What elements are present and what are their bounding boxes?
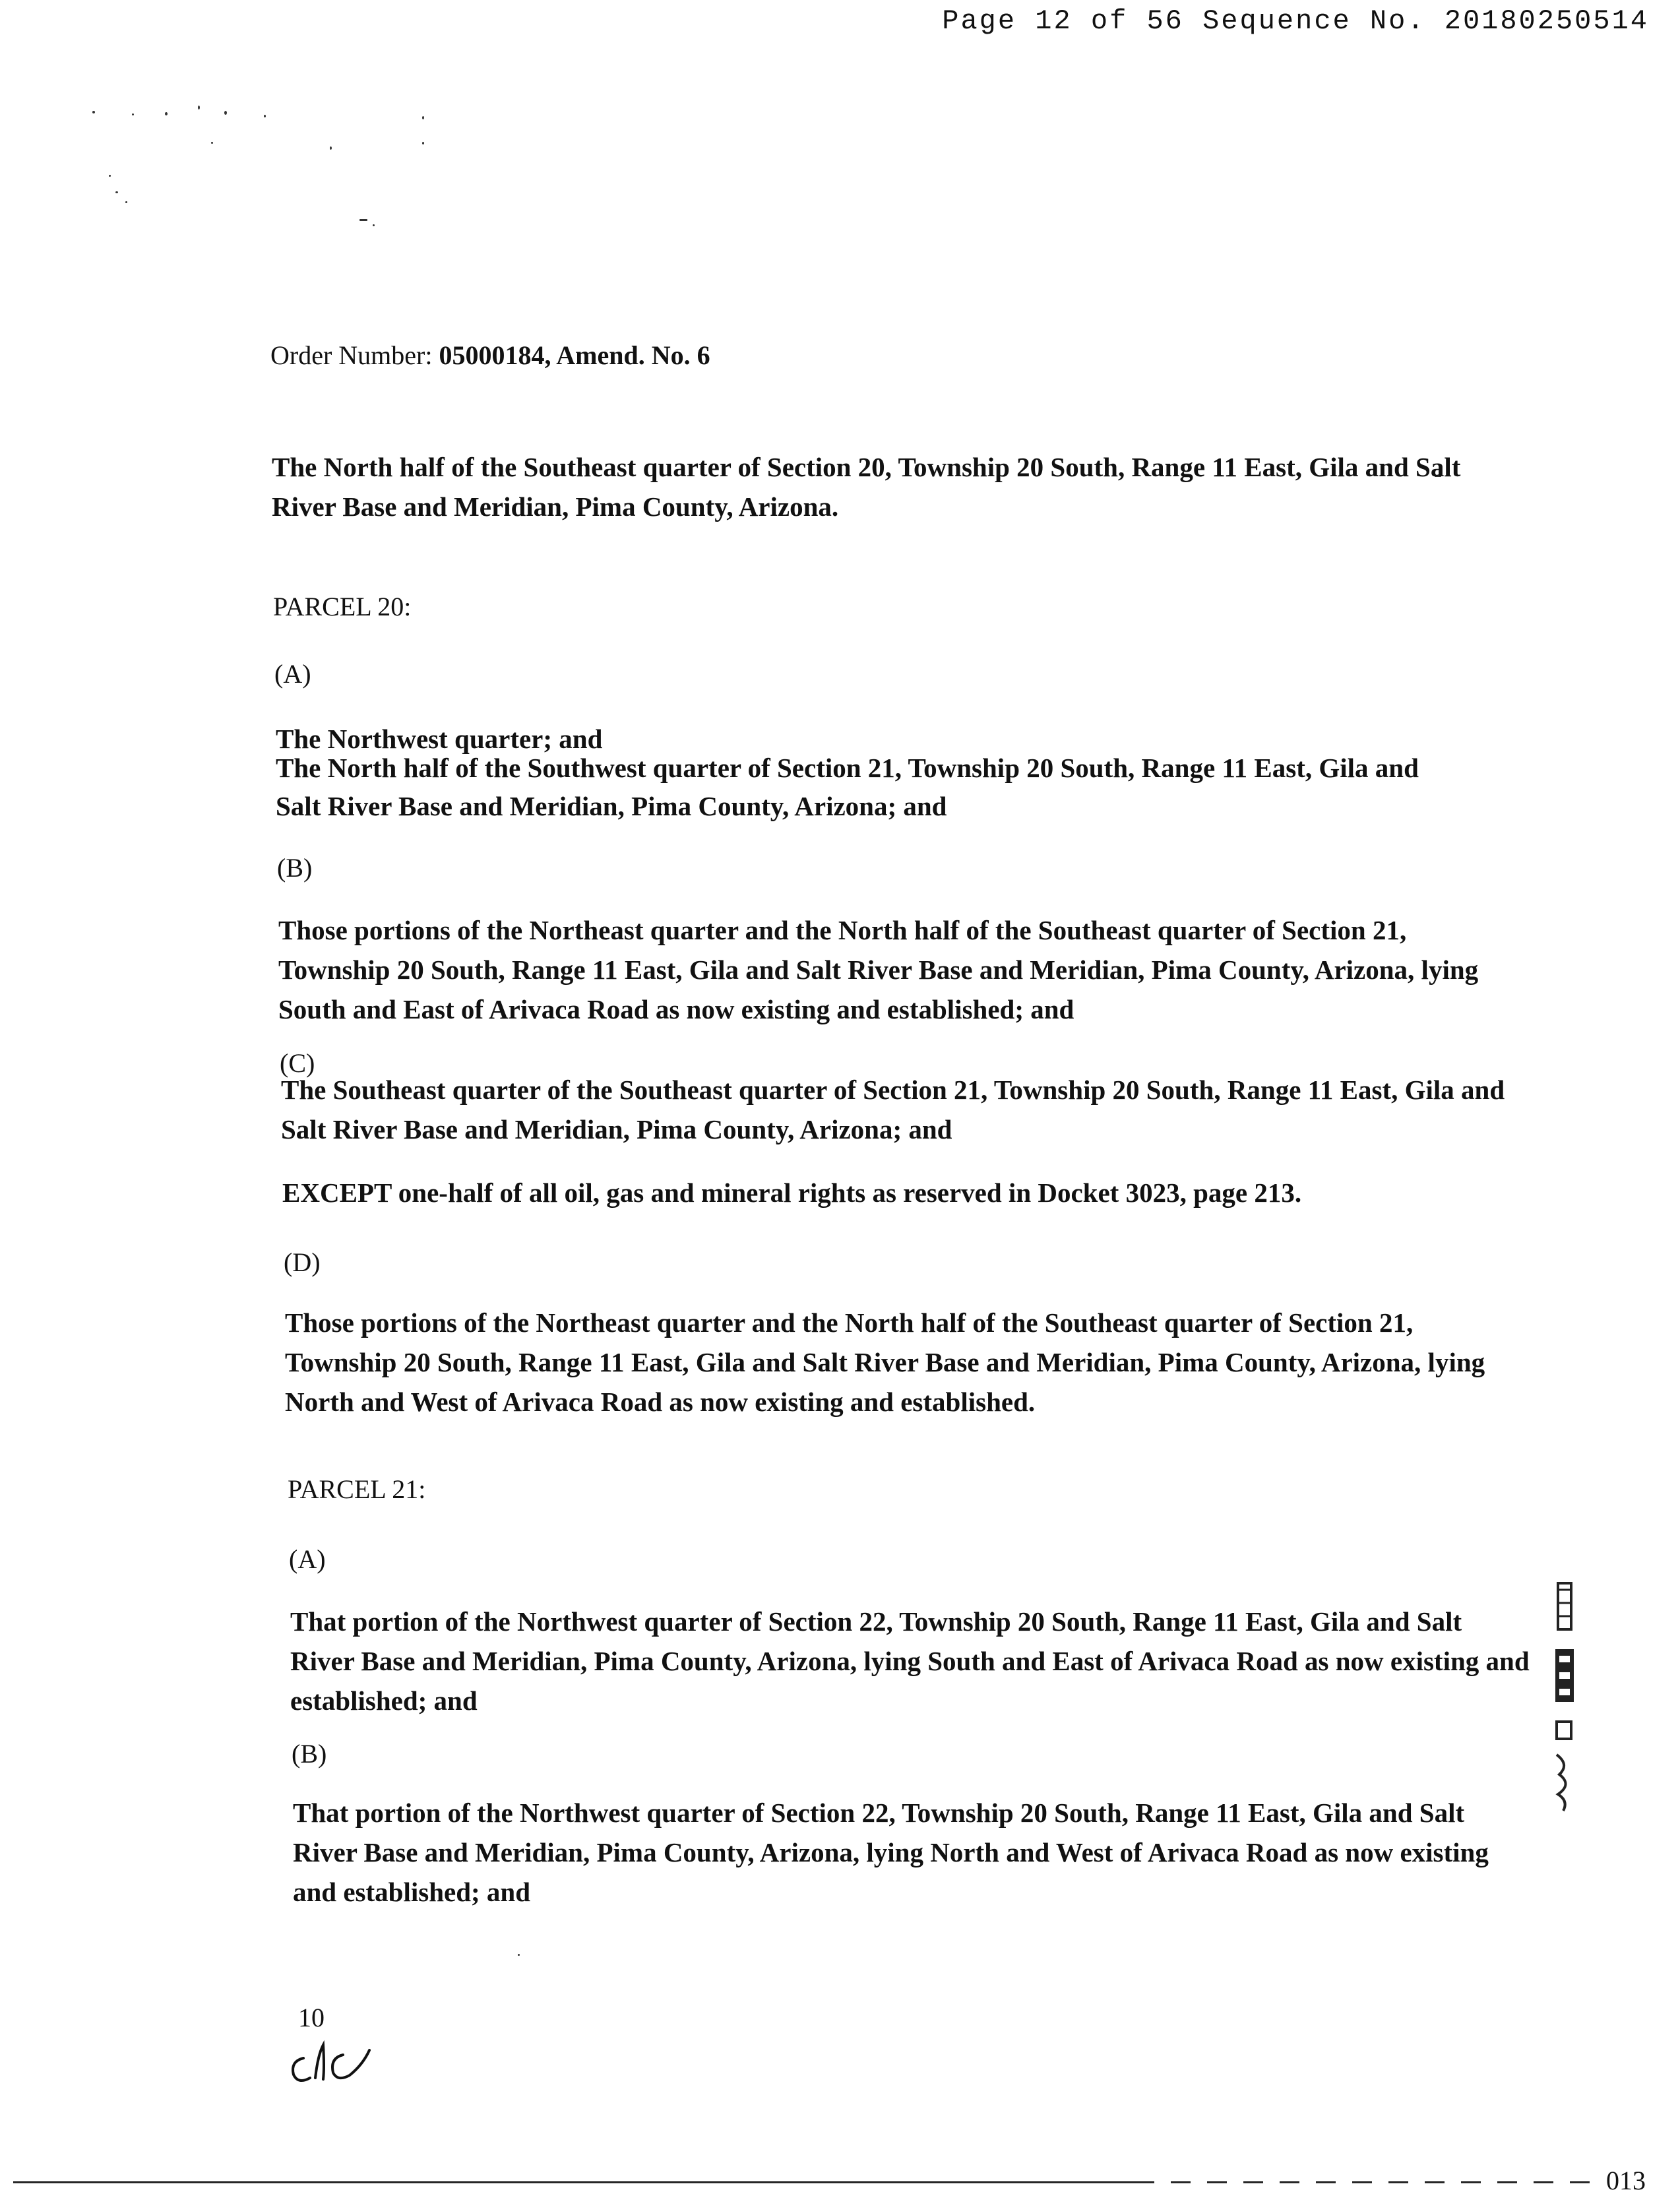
parcel-21-b-text: That portion of the Northwest quarter of Section 22, Township 20 South, Range 11 East, Gila and Salt River Base and Meridian, Pima County, Arizona, lying North and West of Arivaca Road as now existing and established; and xyxy=(293,1798,1489,1907)
parcel-21-a-text: That portion of the Northwest quarter of Section 22, Township 20 South, Range 11 East, Gila and Salt River Base and Meridian, Pima County, Arizona, lying South and East of Arivaca Road as now existing and established; and xyxy=(290,1606,1530,1716)
corner-stamp-number: 013 xyxy=(1606,2166,1646,2195)
parcel-20-b-label: (B) xyxy=(277,853,313,883)
order-number xyxy=(270,340,710,371)
parcel-20-c-text: The Southeast quarter of the Southeast quarter of Section 21, Township 20 South, Range 11 East, Gila and Salt River Base and Meridian, Pima County, Arizona; and xyxy=(281,1075,1505,1145)
parcel-21-a-label: (A) xyxy=(289,1544,326,1574)
parcel-20-c-label: (C) xyxy=(280,1048,315,1078)
bottom-scan-line xyxy=(13,2181,1596,2183)
parcel-20-a-label: (A) xyxy=(274,659,311,689)
parcel-20-d-label: (D) xyxy=(284,1247,321,1277)
page-number: 10 xyxy=(298,2003,325,2032)
parcel-20-a-line2: The North half of the Southwest quarter of Section 21, Township 20 South, Range 11 East, Gila and xyxy=(276,753,1419,783)
parcel-20-a-line1: The Northwest quarter; and xyxy=(276,724,603,754)
parcel-20-a-line3: Salt River Base and Meridian, Pima County, Arizona; and xyxy=(276,791,947,821)
parcel-21-b-label: (B) xyxy=(292,1739,327,1769)
parcel-21-title: PARCEL 21: xyxy=(288,1474,426,1504)
handwritten-initials xyxy=(284,2032,376,2091)
side-stamp-marks xyxy=(1543,1577,1590,1814)
parcel-20-except: EXCEPT one-half of all oil, gas and mineral rights as reserved in Docket 3023, page 213. xyxy=(282,1177,1302,1208)
page-sequence-header: Page 12 of 56 Sequence No. 20180250514 xyxy=(942,5,1649,37)
order-number-value: 05000184, Amend. No. 6 xyxy=(439,340,710,370)
parcel-20-d-text: Those portions of the Northeast quarter and the North half of the Southeast quarter of Section 21, Township 20 South, Range 11 East, Gila and Salt River Base and Meridian, Pima County, Arizona, lying North and West of Arivaca Road as now existing and established. xyxy=(285,1307,1485,1417)
parcel-20-b-text: Those portions of the Northeast quarter and the North half of the Southeast quarter of Section 21, Township 20 South, Range 11 East, Gila and Salt River Base and Meridian, Pima County, Arizona, lying South and East of Arivaca Road as now existing and established; and xyxy=(278,915,1479,1024)
parcel-20-title: PARCEL 20: xyxy=(273,592,412,621)
order-number-label: Order Number: xyxy=(270,340,433,370)
intro-paragraph: The North half of the Southeast quarter of Section 20, Township 20 South, Range 11 East, Gila and Salt River Base and Meridian, Pima County, Arizona. xyxy=(272,452,1461,522)
